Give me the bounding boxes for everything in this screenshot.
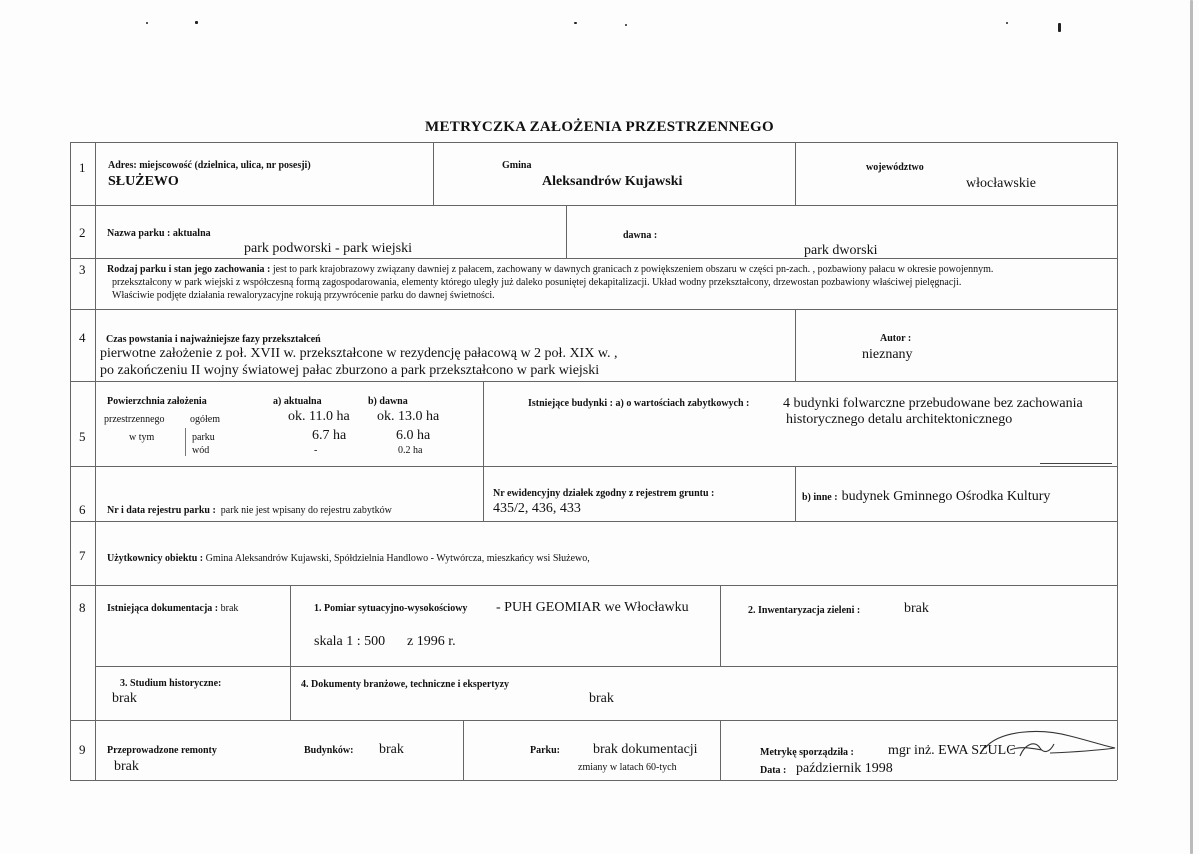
repairs-label: Przeprowadzone remonty [107, 745, 217, 756]
history-label: Czas powstania i najważniejsze fazy przekształceń [106, 334, 321, 345]
repairs-park-note: zmiany w latach 60-tych [578, 762, 677, 773]
documents-label: 4. Dokumenty branżowe, techniczne i ekspertyzy [301, 679, 510, 690]
area-label: Powierzchnia założenia [107, 396, 207, 407]
pen-line [1040, 463, 1112, 464]
prepared-by-label: Metrykę sporządziła : [760, 747, 854, 758]
number-column-divider [95, 142, 96, 780]
row-number: 1 [79, 160, 86, 175]
prepared-by-value: mgr inż. EWA SZULC [888, 743, 1016, 758]
author-value: nieznany [862, 347, 913, 362]
users-line [107, 553, 590, 565]
other-buildings-value: budynek Gminnego Ośrodka Kultury [841, 489, 1051, 504]
area-row-label: parku [192, 432, 215, 443]
date-label: Data : [760, 765, 787, 776]
row-divider [70, 205, 1117, 206]
users-label: Użytkownicy obiektu : [107, 553, 204, 564]
study-label: 3. Studium historyczne: [120, 678, 222, 689]
documents-value: brak [589, 691, 614, 706]
row-number: 5 [79, 429, 86, 444]
other-buildings-line [802, 486, 1050, 506]
survey-year: z 1996 r. [407, 634, 456, 649]
repairs-park-value: brak dokumentacji [593, 742, 698, 757]
area-current-water: - [314, 445, 318, 456]
area-former-header: b) dawna [368, 396, 408, 407]
row-divider [70, 466, 1117, 467]
scan-speck [1058, 23, 1061, 32]
area-current-header: a) aktualna [273, 396, 322, 407]
scan-speck [195, 21, 198, 24]
documentation-label: Istniejąca dokumentacja : [107, 603, 219, 614]
cell-divider [433, 142, 434, 205]
inventory-value: brak [904, 601, 929, 616]
repairs-buildings-value: brak [379, 742, 404, 757]
row-number: 9 [79, 742, 86, 757]
row-number: 4 [79, 330, 86, 345]
area-row-label: wód [192, 445, 210, 456]
buildings-label: Istniejące budynki : a) o wartościach zabytkowych : [528, 398, 750, 409]
parcels-label: Nr ewidencyjny działek zgodny z rejestrem gruntu : [493, 488, 715, 499]
park-condition-label: Rodzaj parku i stan jego zachowania : [107, 264, 271, 275]
park-condition-text: przekształcony w park wiejski z współczesną formą zagospodarowania, elementy którego uległy już daleko posuniętej dekapitalizacji. Układ wodny przekształcony, drzewostan pozbawiony właściwej pielęgnacji. [112, 277, 962, 288]
park-condition-line [107, 263, 993, 276]
former-name-value: park dworski [804, 243, 878, 258]
voivodeship-value: włocławskie [966, 176, 1036, 191]
repairs-value: brak [114, 759, 139, 774]
repairs-buildings-label: Budynków: [304, 745, 354, 756]
inventory-label: 2. Inwentaryzacja zieleni : [748, 605, 861, 616]
cell-divider [720, 585, 721, 666]
park-condition-text: Właściwie podjęte działania rewaloryzacyjne rokują przywrócenie parku do dawnej świetności. [112, 290, 495, 301]
document-title: METRYCZKA ZAŁOŻENIA PRZESTRZENNEGO [425, 119, 774, 135]
scan-speck [574, 22, 577, 24]
area-former-park: 6.0 ha [396, 428, 431, 443]
documentation-line [107, 603, 238, 615]
signature [980, 726, 1120, 766]
survey-scale: skala 1 : 500 [314, 634, 386, 649]
scan-speck [625, 24, 627, 26]
cell-divider [795, 142, 796, 205]
register-label: Nr i data rejestru parku : [107, 505, 216, 516]
other-buildings-label: b) inne : [802, 492, 838, 503]
area-current-total: ok. 11.0 ha [288, 409, 350, 424]
address-value: SŁUŻEWO [108, 174, 179, 189]
park-name-label: Nazwa parku : aktualna [107, 228, 211, 239]
area-former-water: 0.2 ha [398, 445, 423, 456]
area-former-total: ok. 13.0 ha [377, 409, 440, 424]
cell-divider [795, 309, 796, 381]
history-text: pierwotne założenie z poł. XVII w. przekształcone w rezydencję pałacową w 2 poł. XIX w. , [100, 346, 618, 361]
row-divider [70, 720, 1117, 721]
row-divider [70, 309, 1117, 310]
row-number: 7 [79, 548, 86, 563]
users-value: Gmina Aleksandrów Kujawski, Spółdzielnia Handlowo - Wytwórcza, mieszkańcy wsi Służewo, [205, 553, 590, 564]
park-name-value: park podworski - park wiejski [244, 241, 412, 256]
history-text: po zakończeniu II wojny światowej pałac zburzono a park przekształcono w park wiejski [100, 363, 600, 378]
row-divider [70, 521, 1117, 522]
park-condition-text: jest to park krajobrazowy związany dawniej z pałacem, zachowany w dawnych granicach z powiększeniem obszaru w części pn-zach. , pozbawiony pałacu w okresie powojennym. [272, 264, 994, 275]
register-line [107, 505, 392, 517]
buildings-value: 4 budynki folwarczne przebudowane bez zachowania [783, 396, 1083, 411]
repairs-park-label: Parku: [530, 745, 560, 756]
survey-label: 1. Pomiar sytuacyjno-wysokościowy [314, 603, 468, 614]
register-value: park nie jest wpisany do rejestru zabytków [220, 505, 392, 516]
area-subdivider [185, 428, 186, 456]
row-number: 2 [79, 225, 86, 240]
row-divider [70, 381, 1117, 382]
study-value: brak [112, 691, 137, 706]
table-border-left [70, 142, 71, 780]
row-divider [70, 585, 1117, 586]
area-current-park: 6.7 ha [312, 428, 347, 443]
table-border-bottom [70, 780, 1117, 781]
area-row-label: w tym [129, 432, 155, 443]
cell-divider [483, 381, 484, 521]
row-divider [95, 666, 1117, 667]
address-label: Adres: miejscowość (dzielnica, ulica, nr posesji) [108, 160, 311, 171]
table-border-top [70, 142, 1117, 143]
documentation-value: brak [220, 603, 239, 614]
cell-divider [463, 720, 464, 780]
scan-speck [1006, 22, 1008, 24]
row-divider [70, 258, 1117, 259]
cell-divider [795, 466, 796, 521]
table-border-right [1117, 142, 1118, 780]
scan-speck [146, 22, 148, 24]
parcels-value: 435/2, 436, 433 [493, 501, 581, 516]
area-row-label: przestrzennego [104, 414, 165, 425]
survey-value: - PUH GEOMIAR we Włocławku [496, 600, 689, 615]
buildings-value: historycznego detalu architektonicznego [786, 412, 1013, 427]
gmina-label: Gmina [502, 160, 532, 171]
former-name-label: dawna : [623, 230, 658, 241]
area-row-label: ogółem [190, 414, 220, 425]
author-label: Autor : [880, 333, 912, 344]
cell-divider [290, 585, 291, 720]
row-number: 6 [79, 502, 86, 517]
cell-divider [720, 720, 721, 780]
row-number: 3 [79, 262, 86, 277]
date-value: październik 1998 [796, 761, 893, 776]
row-number: 8 [79, 600, 86, 615]
voivodeship-label: województwo [866, 162, 924, 173]
gmina-value: Aleksandrów Kujawski [542, 174, 683, 189]
cell-divider [566, 205, 567, 258]
